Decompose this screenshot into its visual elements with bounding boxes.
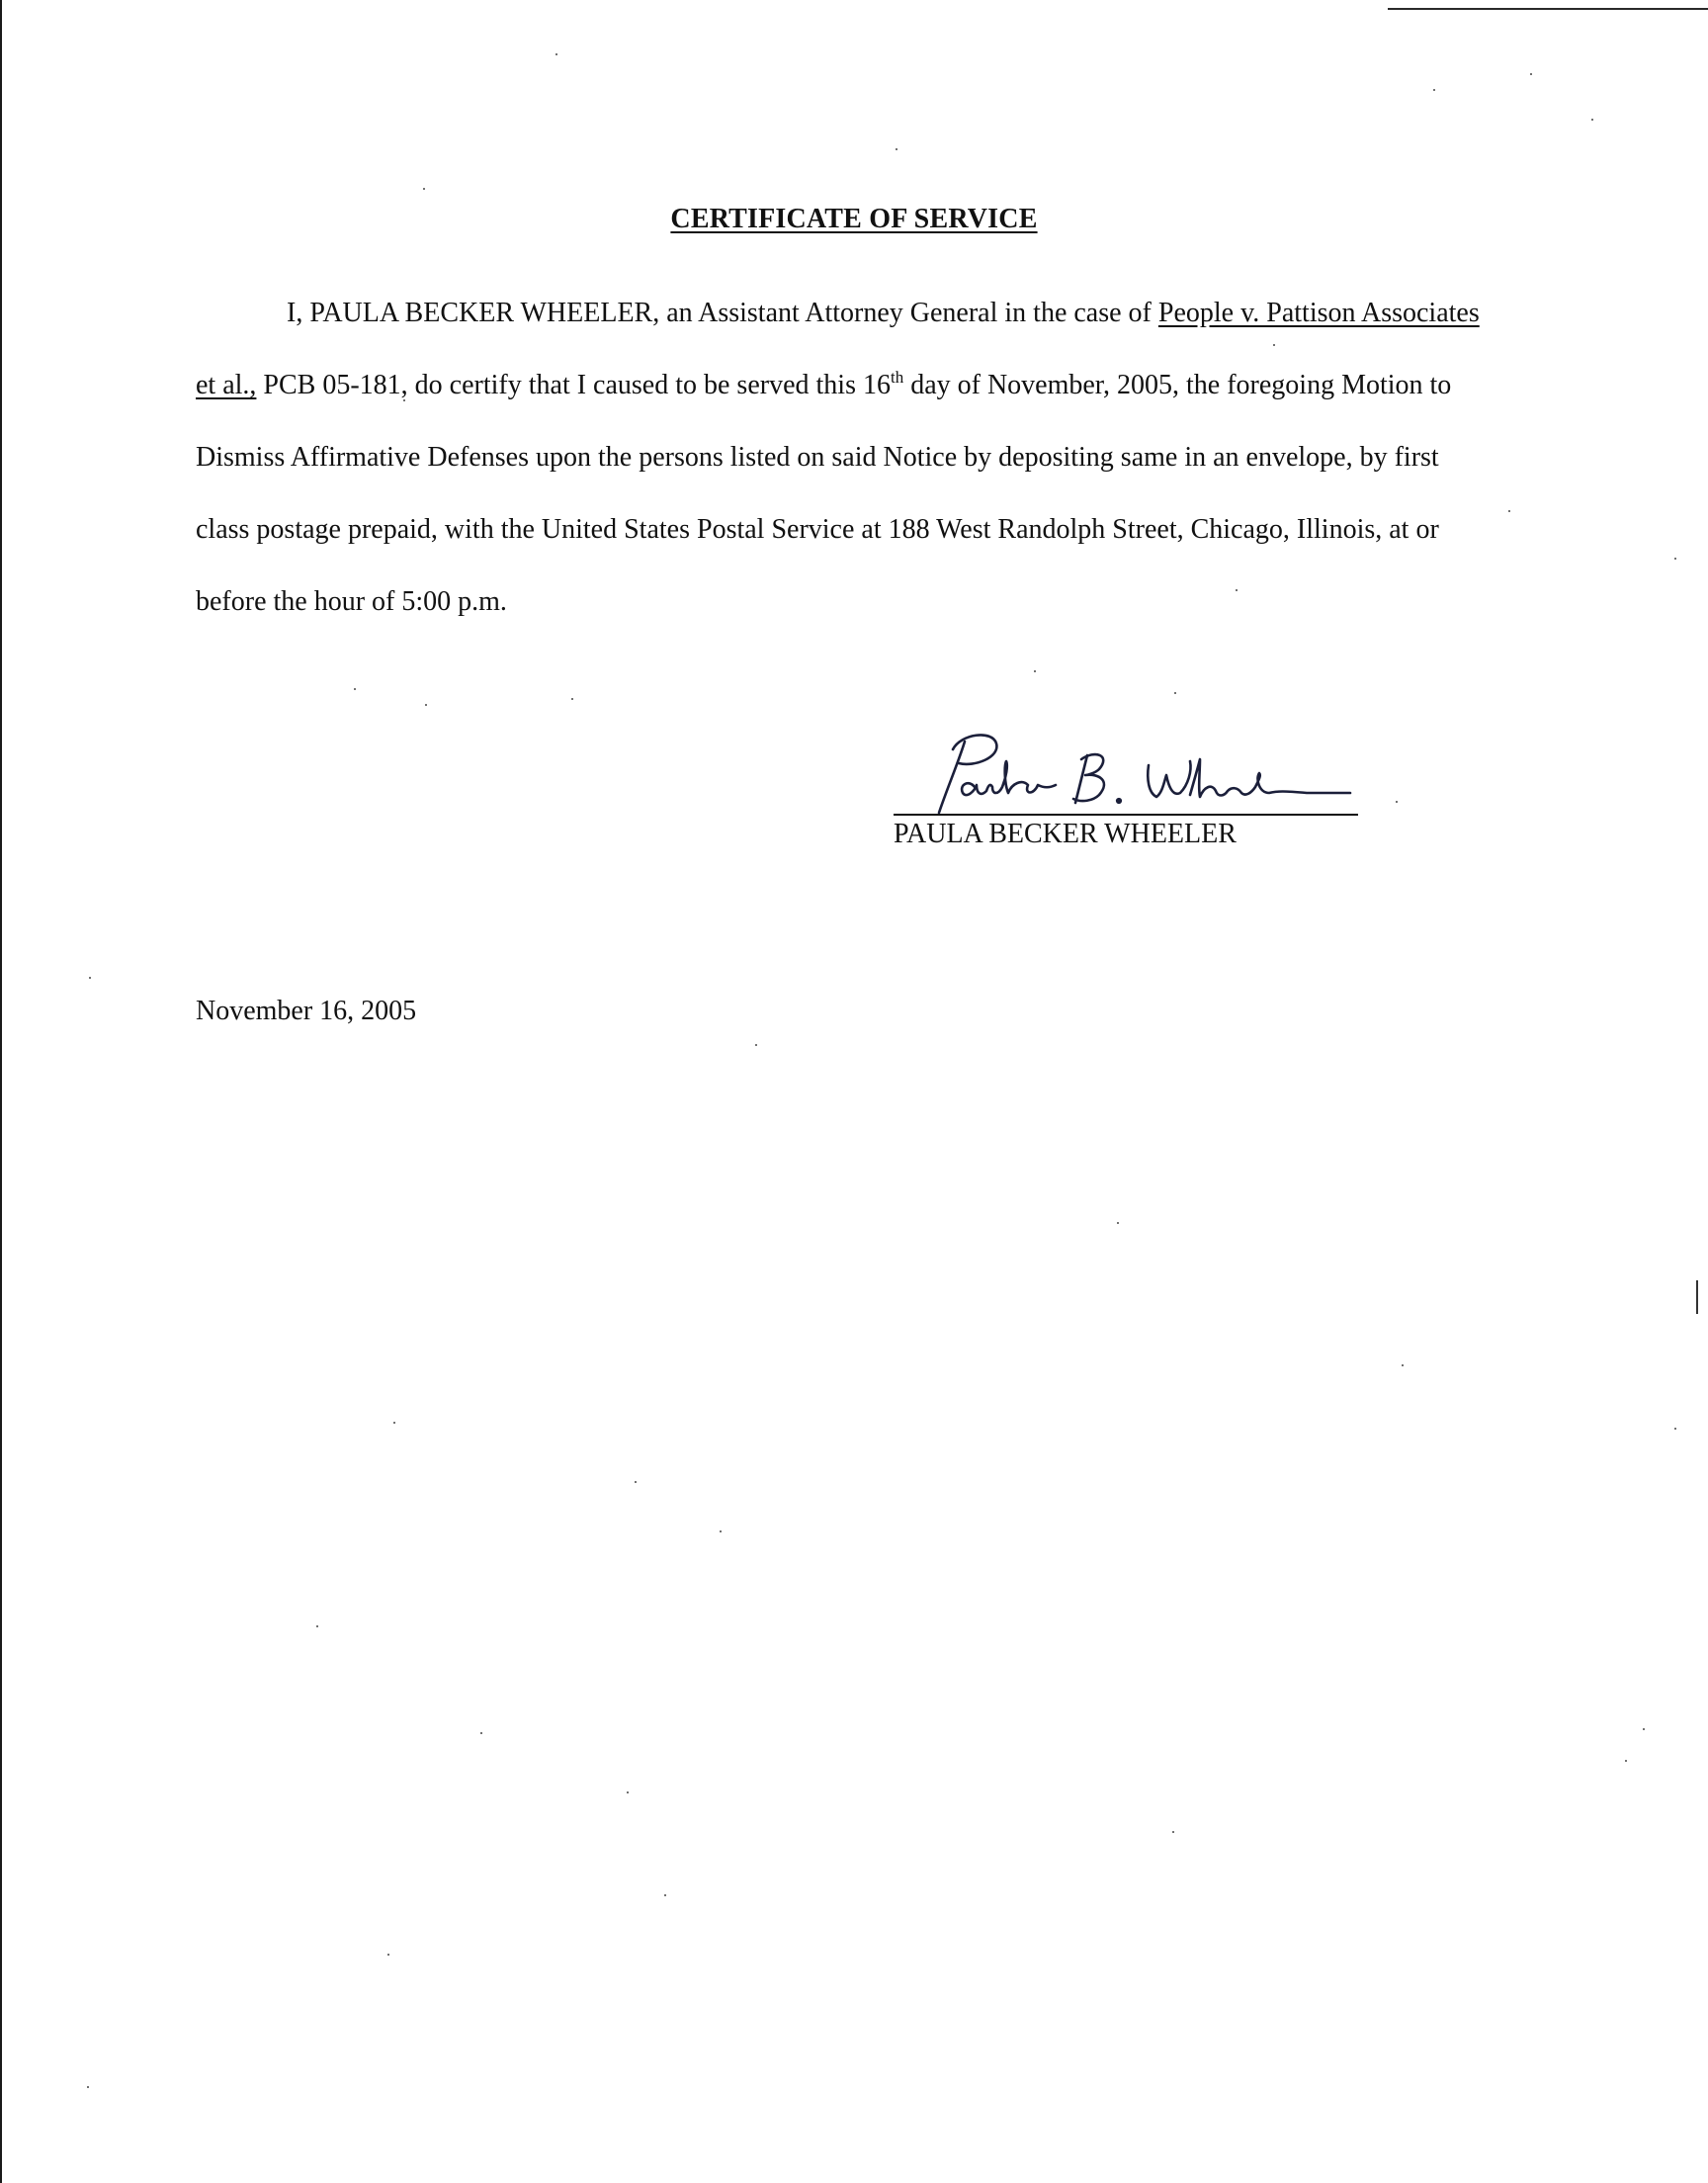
scan-speck	[87, 2086, 89, 2088]
scan-speck	[1643, 1728, 1645, 1730]
paragraph-text-before-day: PCB 05-181, do certify that I caused to be served this 16	[256, 370, 891, 400]
scan-speck	[1172, 1831, 1174, 1833]
scan-left-edge	[0, 0, 2, 2183]
handwritten-signature	[901, 722, 1356, 821]
scan-speck	[896, 148, 897, 150]
day-ordinal-suffix: th	[890, 368, 904, 387]
scan-speck	[571, 698, 573, 700]
scan-speck	[393, 1422, 395, 1424]
scan-speck	[1174, 692, 1176, 694]
scan-speck	[627, 1791, 629, 1793]
scan-speck	[423, 188, 425, 190]
scan-speck	[89, 977, 91, 979]
paragraph-intro: I, PAULA BECKER WHEELER, an Assistant Attorney General in the case of	[287, 298, 1158, 328]
scan-speck	[1625, 1760, 1627, 1762]
scan-speck	[555, 53, 557, 55]
scan-speck	[1433, 89, 1435, 91]
scan-speck	[664, 1894, 666, 1896]
scan-speck	[755, 1044, 757, 1046]
certification-paragraph	[196, 277, 1491, 638]
scan-speck	[1674, 558, 1676, 560]
scan-speck	[720, 1530, 722, 1532]
case-name: People v. Pattison Associates et al.,	[196, 298, 1480, 400]
scan-right-mark	[1696, 1280, 1698, 1314]
signature-line	[894, 814, 1358, 816]
scan-speck	[635, 1481, 637, 1483]
scan-speck	[425, 704, 427, 706]
scan-speck	[480, 1732, 482, 1734]
scan-speck	[387, 1954, 389, 1956]
scan-speck	[1508, 510, 1510, 512]
scan-speck	[1674, 1428, 1676, 1430]
scan-speck	[1591, 119, 1593, 121]
scan-speck	[1117, 1222, 1119, 1224]
page-title: CERTIFICATE OF SERVICE	[670, 204, 1038, 234]
scan-top-rule	[1388, 8, 1708, 10]
scan-speck	[1396, 801, 1398, 803]
signature-block	[894, 722, 1358, 860]
scan-speck	[354, 688, 356, 690]
scan-speck	[1034, 670, 1036, 672]
scan-speck	[316, 1625, 318, 1627]
scan-speck	[1530, 73, 1532, 75]
signer-name: PAULA BECKER WHEELER	[894, 819, 1237, 849]
document-date: November 16, 2005	[196, 996, 417, 1026]
scan-speck	[1402, 1364, 1404, 1366]
paragraph-text-after-day: day of November, 2005, the foregoing Motion to Dismiss Affirmative Defenses upon the persons listed on said Notice by depositing same in an envelope, by first class postage prepaid, with the United States Postal Service at 188 West Randolph Street, Chicago, Illinois, at or before the hour of 5:00 p.m.	[196, 370, 1452, 617]
